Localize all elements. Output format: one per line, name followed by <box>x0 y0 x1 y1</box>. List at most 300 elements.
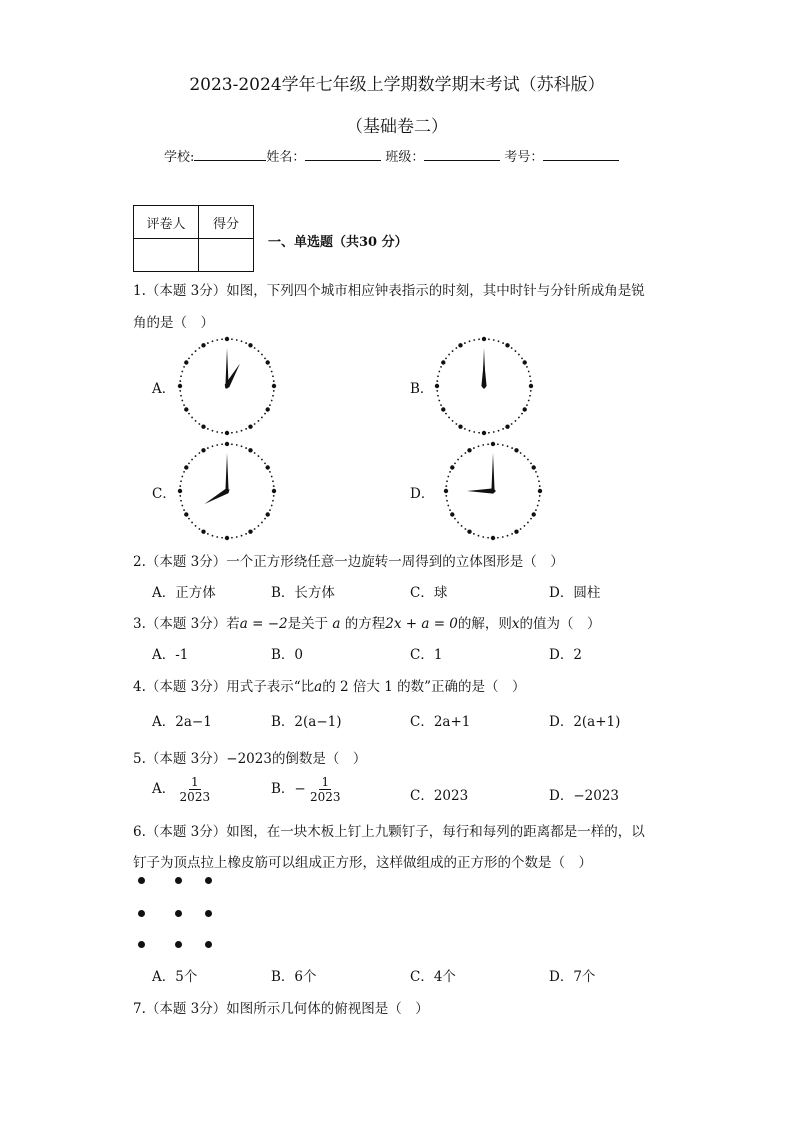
minute-mark <box>529 395 531 397</box>
hour-mark <box>450 512 454 516</box>
minute-mark <box>537 476 539 478</box>
minute-mark <box>258 420 260 422</box>
hour-mark <box>201 448 205 452</box>
q1-option-b-label[interactable]: B． <box>410 381 434 397</box>
minute-mark <box>236 536 238 538</box>
question-7-stem: 7.（本题 3分）如图所示几何体的俯视图是（ ） <box>133 1001 429 1017</box>
clock-center-pin <box>225 384 229 388</box>
q3-math-equation: 2x + a = 0 <box>385 616 458 632</box>
q5-option-b-sign: − <box>294 781 306 797</box>
hour-mark <box>184 465 188 469</box>
minute-mark <box>198 452 200 454</box>
minute-mark <box>454 518 456 520</box>
minute-mark <box>452 350 454 352</box>
question-4-stem <box>133 675 525 695</box>
minute-mark <box>245 447 247 449</box>
minute-mark <box>502 444 504 446</box>
minute-mark <box>497 537 499 539</box>
q4-math-a: a <box>314 679 323 695</box>
hour-mark <box>467 448 471 452</box>
minute-mark <box>207 342 209 344</box>
minute-mark <box>527 459 529 461</box>
minute-mark <box>269 366 271 368</box>
question-6-stem-cont: 钉子为顶点拉上橡皮筋可以组成正方形，这样做组成的正方形的个数是（ ） <box>133 855 592 871</box>
q4-option-a[interactable]: A．2a−1 <box>152 714 212 730</box>
clock-a <box>177 336 277 436</box>
minute-mark <box>446 500 448 502</box>
q5-option-d[interactable]: D．−2023 <box>549 788 619 804</box>
minute-mark <box>464 528 466 530</box>
minute-mark <box>521 357 523 359</box>
minute-mark <box>473 339 475 341</box>
minute-mark <box>515 350 517 352</box>
minute-mark <box>269 509 271 511</box>
question-5-stem <box>133 747 366 767</box>
score-table <box>133 205 254 272</box>
hour-mark <box>435 384 439 388</box>
minute-mark <box>207 533 209 535</box>
minute-mark <box>261 417 263 419</box>
minute-mark <box>493 339 495 341</box>
minute-mark <box>241 340 243 342</box>
score-cell[interactable] <box>199 239 254 272</box>
minute-mark <box>181 476 183 478</box>
minute-mark <box>530 518 532 520</box>
minute-mark <box>183 366 185 368</box>
minute-mark <box>261 354 263 356</box>
hour-mark <box>441 360 445 364</box>
minute-mark <box>191 354 193 356</box>
minute-mark <box>212 430 214 432</box>
q5-b-numerator: 1 <box>321 775 330 789</box>
q5-a-numerator: 1 <box>191 775 199 789</box>
minute-mark <box>258 455 260 457</box>
hour-mark <box>178 489 182 493</box>
minute-mark <box>445 413 447 415</box>
nail-dot <box>175 910 182 917</box>
minute-mark <box>221 432 223 434</box>
minute-mark <box>273 390 275 392</box>
minute-mark <box>511 423 513 425</box>
class-label: 班级： <box>385 150 425 165</box>
minute-mark <box>264 413 266 415</box>
minute-mark <box>461 525 463 527</box>
hour-mark <box>248 343 252 347</box>
minute-mark <box>212 445 214 447</box>
minute-mark <box>515 420 517 422</box>
minute-mark <box>478 535 480 537</box>
exam-title: 2023-2024学年七年级上学期数学期末考试（苏科版） <box>189 75 605 95</box>
minute-mark <box>511 347 513 349</box>
q2-option-a[interactable]: A．正方体 <box>152 585 216 601</box>
minute-mark <box>212 535 214 537</box>
hour-mark <box>225 431 229 435</box>
minute-mark <box>179 390 181 392</box>
q5-option-b-label: B． <box>271 781 295 797</box>
minute-mark <box>216 536 218 538</box>
hour-mark <box>201 425 205 429</box>
question-2-stem: 2.（本题 3分）一个正方形绕任意一边旋转一周得到的立体图形是（ ） <box>133 554 564 570</box>
minute-mark <box>446 480 448 482</box>
minute-mark <box>498 430 500 432</box>
minute-mark <box>447 476 449 478</box>
minute-mark <box>195 420 197 422</box>
minute-mark <box>440 366 442 368</box>
clock-c <box>177 441 277 541</box>
number-label: 考号： <box>504 150 544 165</box>
minute-mark <box>216 339 218 341</box>
minute-mark <box>269 404 271 406</box>
minute-mark <box>440 404 442 406</box>
minute-mark <box>457 522 459 524</box>
minute-mark <box>497 443 499 445</box>
question-1-stem: 1.（本题 3分）如图，下列四个城市相应钟表指示的时刻，其中时针与分针所成角是锐 <box>133 283 645 299</box>
hour-mark <box>514 530 518 534</box>
minute-mark <box>478 445 480 447</box>
q4-text-a: 4.（本题 3分）用式子表示“比 <box>133 679 315 695</box>
q1-option-c-label[interactable]: C． <box>152 486 176 502</box>
q6-option-c[interactable]: C．4个 <box>410 969 456 985</box>
minute-mark <box>216 431 218 433</box>
q5-option-b[interactable] <box>271 775 341 804</box>
minute-mark <box>530 380 532 382</box>
minute-mark <box>502 536 504 538</box>
hour-mark <box>266 465 270 469</box>
hour-mark <box>441 407 445 411</box>
nail-dot <box>138 941 145 948</box>
minute-mark <box>264 518 266 520</box>
minute-mark <box>272 480 274 482</box>
hour-mark <box>201 530 205 534</box>
question-1-stem-cont: 角的是（ ） <box>133 315 214 331</box>
minute-mark <box>207 428 209 430</box>
minute-mark <box>180 375 182 377</box>
minute-mark <box>530 462 532 464</box>
minute-mark <box>236 431 238 433</box>
hour-mark <box>491 442 495 446</box>
exam-subtitle: （基础卷二） <box>346 117 448 137</box>
nail-dot <box>205 910 212 917</box>
minute-mark <box>498 340 500 342</box>
q3-text-a: 3.（本题 3分）若 <box>133 616 240 632</box>
minute-mark <box>261 522 263 524</box>
minute-mark <box>511 447 513 449</box>
minute-mark <box>221 338 223 340</box>
minute-mark <box>521 413 523 415</box>
minute-mark <box>473 431 475 433</box>
q3-option-a[interactable]: A．-1 <box>152 647 189 663</box>
minute-mark <box>269 471 271 473</box>
minute-mark <box>502 428 504 430</box>
minute-mark <box>452 420 454 422</box>
q4-option-b[interactable]: B．2(a−1) <box>271 714 342 730</box>
minute-mark <box>438 400 440 402</box>
minute-mark <box>535 471 537 473</box>
minute-mark <box>261 459 263 461</box>
hour-mark <box>523 407 527 411</box>
minute-mark <box>493 431 495 433</box>
clock-d <box>443 441 543 541</box>
hour-mark <box>444 489 448 493</box>
hour-mark <box>248 530 252 534</box>
q2-option-d[interactable]: D．圆柱 <box>549 585 601 601</box>
minute-mark <box>188 357 190 359</box>
minute-mark <box>221 537 223 539</box>
minute-mark <box>191 459 193 461</box>
nail-dot <box>175 877 182 884</box>
q3-math-x: x <box>511 616 520 632</box>
hour-mark <box>538 489 542 493</box>
minute-mark <box>241 430 243 432</box>
minute-mark <box>507 445 509 447</box>
minute-mark <box>188 518 190 520</box>
q3-text-g: 的解，则 <box>457 616 512 632</box>
name-label: 姓名： <box>266 150 306 165</box>
minute-mark <box>436 380 438 382</box>
q5-b-denominator: 2023 <box>310 790 341 804</box>
minute-mark <box>245 428 247 430</box>
minute-mark <box>436 390 438 392</box>
q6-option-d[interactable]: D．7个 <box>549 969 596 985</box>
minute-mark <box>179 380 181 382</box>
minute-mark <box>535 509 537 511</box>
minute-mark <box>271 476 273 478</box>
minute-mark <box>191 522 193 524</box>
hour-mark <box>184 360 188 364</box>
question-3-stem <box>133 612 601 632</box>
minute-mark <box>254 347 256 349</box>
nail-dot <box>138 877 145 884</box>
minute-mark <box>231 338 233 340</box>
minute-mark <box>179 485 181 487</box>
hour-mark <box>178 384 182 388</box>
minute-mark <box>195 455 197 457</box>
q5-option-a-fraction <box>180 775 211 804</box>
minute-mark <box>188 462 190 464</box>
minute-mark <box>526 366 528 368</box>
q1-option-d-label[interactable]: D． <box>410 486 435 502</box>
minute-mark <box>454 462 456 464</box>
minute-mark <box>539 495 541 497</box>
minute-mark <box>245 533 247 535</box>
hour-mark <box>467 530 471 534</box>
minute-mark <box>437 395 439 397</box>
score-header: 得分 <box>199 206 254 239</box>
minute-mark <box>271 400 273 402</box>
q3-math-a: a <box>332 616 341 632</box>
nail-dot <box>205 941 212 948</box>
minute-mark <box>198 347 200 349</box>
minute-mark <box>478 338 480 340</box>
q3-text-c: 是关于 <box>287 616 329 632</box>
minute-mark <box>271 371 273 373</box>
q5-option-a[interactable] <box>152 775 210 804</box>
minute-mark <box>447 505 449 507</box>
minute-mark <box>464 342 466 344</box>
minute-mark <box>526 404 528 406</box>
hour-mark <box>529 384 533 388</box>
minute-mark <box>264 462 266 464</box>
q3-option-d[interactable]: D．2 <box>549 647 582 663</box>
minute-mark <box>518 417 520 419</box>
minute-mark <box>449 509 451 511</box>
minute-mark <box>180 480 182 482</box>
minute-mark <box>236 339 238 341</box>
minute-mark <box>272 375 274 377</box>
hour-mark <box>248 448 252 452</box>
minute-mark <box>231 432 233 434</box>
nail-dot <box>205 877 212 884</box>
minute-mark <box>524 525 526 527</box>
hour-mark <box>505 425 509 429</box>
minute-mark <box>482 536 484 538</box>
minute-mark <box>181 505 183 507</box>
minute-mark <box>528 400 530 402</box>
minute-mark <box>445 357 447 359</box>
minute-mark <box>198 423 200 425</box>
name-blank[interactable] <box>305 146 381 161</box>
minute-mark <box>469 340 471 342</box>
minute-mark <box>478 432 480 434</box>
minute-mark <box>487 443 489 445</box>
minute-mark <box>473 447 475 449</box>
minute-mark <box>448 354 450 356</box>
minute-mark <box>191 417 193 419</box>
minute-mark <box>236 444 238 446</box>
hour-mark <box>272 384 276 388</box>
minute-mark <box>241 445 243 447</box>
minute-mark <box>537 505 539 507</box>
minute-mark <box>529 375 531 377</box>
minute-mark <box>258 350 260 352</box>
minute-mark <box>180 500 182 502</box>
minute-mark <box>254 452 256 454</box>
hour-mark <box>184 512 188 516</box>
q3-text-e: 的方程 <box>344 616 386 632</box>
minute-mark <box>245 342 247 344</box>
clock-center-pin <box>482 384 486 388</box>
minute-mark <box>457 459 459 461</box>
hour-mark <box>532 465 536 469</box>
hour-mark <box>532 512 536 516</box>
q2-option-c[interactable]: C．球 <box>410 585 448 601</box>
minute-mark <box>437 375 439 377</box>
minute-mark <box>527 522 529 524</box>
minute-mark <box>507 535 509 537</box>
grader-cell[interactable] <box>134 239 199 272</box>
clock-b <box>434 336 534 436</box>
minute-mark <box>254 423 256 425</box>
minute-mark <box>482 444 484 446</box>
minute-mark <box>487 537 489 539</box>
hour-mark <box>482 431 486 435</box>
hour-mark <box>266 512 270 516</box>
minute-mark <box>264 357 266 359</box>
minute-mark <box>271 505 273 507</box>
minute-mark <box>524 455 526 457</box>
minute-mark <box>188 413 190 415</box>
hour-mark <box>266 360 270 364</box>
clock-center-pin <box>225 489 229 493</box>
hour-mark <box>184 407 188 411</box>
minute-hand <box>491 453 494 494</box>
minute-mark <box>464 428 466 430</box>
minute-mark <box>231 443 233 445</box>
minute-mark <box>198 528 200 530</box>
q2-option-b[interactable]: B．长方体 <box>271 585 335 601</box>
minute-mark <box>520 452 522 454</box>
minute-mark <box>273 495 275 497</box>
q1-option-a-label[interactable]: A． <box>152 381 176 397</box>
minute-mark <box>180 395 182 397</box>
minute-mark <box>464 452 466 454</box>
student-info-line <box>164 146 619 165</box>
minute-mark <box>530 390 532 392</box>
minute-mark <box>181 400 183 402</box>
hour-mark <box>505 343 509 347</box>
q5-option-b-fraction <box>310 775 341 804</box>
hour-mark <box>248 425 252 429</box>
minute-mark <box>520 528 522 530</box>
minute-mark <box>469 430 471 432</box>
q5-option-c[interactable]: C．2023 <box>410 788 469 804</box>
school-blank[interactable] <box>194 146 266 161</box>
q5-a-denominator: 2023 <box>179 790 211 804</box>
minute-mark <box>455 347 457 349</box>
minute-mark <box>183 509 185 511</box>
hour-mark <box>450 465 454 469</box>
q5-option-a-label: A． <box>152 781 176 797</box>
minute-mark <box>181 371 183 373</box>
minute-mark <box>183 404 185 406</box>
q5-math-value: −2023 <box>226 751 272 767</box>
minute-mark <box>539 485 541 487</box>
minute-mark <box>216 444 218 446</box>
minute-mark <box>438 371 440 373</box>
minute-mark <box>273 485 275 487</box>
q4-option-d[interactable]: D．2(a+1) <box>549 714 621 730</box>
class-blank[interactable] <box>424 146 500 161</box>
q6-option-b[interactable]: B．6个 <box>271 969 317 985</box>
question-6-stem: 6.（本题 3分）如图，在一块木板上钉上九颗钉子，每行和每列的距离都是一样的，以 <box>133 824 645 840</box>
q3-option-c[interactable]: C．1 <box>410 647 443 663</box>
hour-mark <box>225 337 229 341</box>
minute-mark <box>195 350 197 352</box>
hour-mark <box>491 536 495 540</box>
minute-mark <box>502 342 504 344</box>
hour-mark <box>272 489 276 493</box>
minute-mark <box>207 447 209 449</box>
q6-option-a[interactable]: A．5个 <box>152 969 198 985</box>
minute-mark <box>449 471 451 473</box>
q3-text-i: 的值为（ ） <box>519 616 601 632</box>
school-label: 学校: <box>164 150 195 165</box>
hour-mark <box>523 360 527 364</box>
minute-mark <box>488 338 490 340</box>
hour-mark <box>458 425 462 429</box>
section-heading: 一、单选题（共30 分） <box>268 235 408 250</box>
q3-option-b[interactable]: B．0 <box>271 647 304 663</box>
minute-mark <box>448 417 450 419</box>
minute-mark <box>445 495 447 497</box>
minute-mark <box>183 471 185 473</box>
minute-mark <box>511 533 513 535</box>
number-blank[interactable] <box>543 146 619 161</box>
q4-option-c[interactable]: C．2a+1 <box>410 714 471 730</box>
q4-text-b: 的 2 倍大 1 的数”正确的是（ ） <box>322 679 526 695</box>
q5-text-b: 的倒数是（ ） <box>271 751 367 767</box>
minute-mark <box>538 500 540 502</box>
